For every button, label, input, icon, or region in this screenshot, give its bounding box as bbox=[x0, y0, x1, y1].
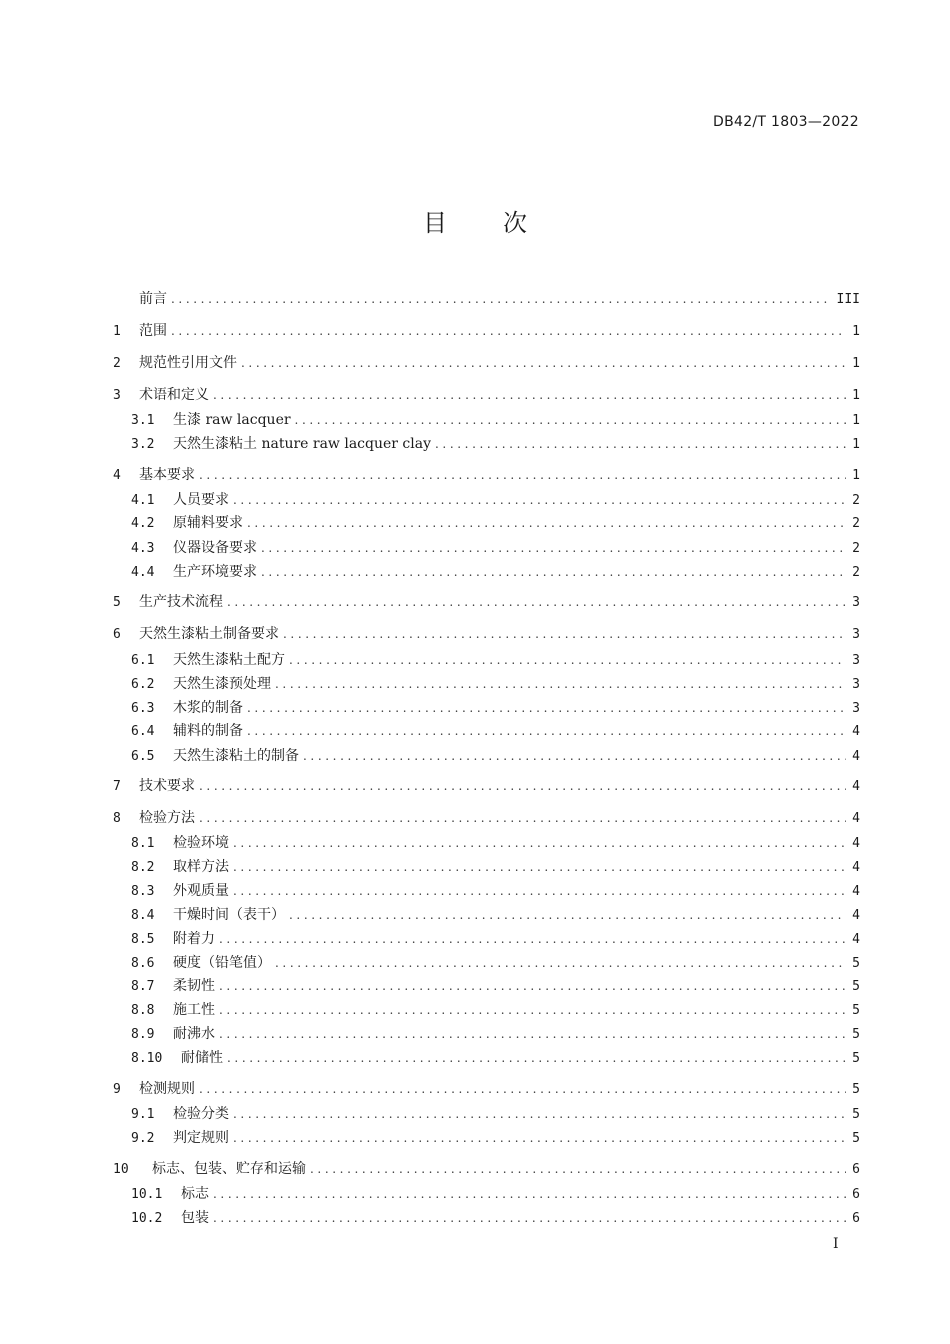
dot-leader bbox=[213, 1207, 846, 1229]
dot-leader bbox=[171, 320, 846, 342]
toc-entry[interactable] bbox=[113, 697, 860, 719]
toc-entry-page: 5 bbox=[852, 1107, 860, 1122]
dot-leader bbox=[283, 623, 846, 645]
toc-entry[interactable] bbox=[113, 433, 860, 455]
toc-entry-number: 8.8 bbox=[131, 1003, 155, 1018]
toc-entry[interactable] bbox=[113, 1207, 860, 1229]
toc-entry-number: 8.9 bbox=[131, 1027, 155, 1042]
dot-leader bbox=[295, 409, 847, 431]
dot-leader bbox=[247, 720, 846, 742]
toc-entry-label: 施工性 bbox=[173, 1002, 215, 1018]
dot-leader bbox=[213, 1183, 846, 1205]
toc-entry[interactable] bbox=[113, 807, 860, 829]
toc-entry-number: 8.4 bbox=[131, 908, 155, 923]
dot-leader bbox=[171, 288, 831, 310]
toc-entry-page: 1 bbox=[852, 437, 860, 452]
toc-entry[interactable] bbox=[113, 464, 860, 486]
dot-leader bbox=[233, 832, 846, 854]
dot-leader bbox=[227, 1047, 846, 1069]
toc-entry-number: 7 bbox=[113, 779, 121, 794]
toc-entry-label: 附着力 bbox=[173, 931, 215, 947]
toc-entry[interactable] bbox=[113, 320, 860, 342]
toc-entry-page: 5 bbox=[852, 1003, 860, 1018]
toc-entry-page: 1 bbox=[852, 324, 860, 339]
toc-entry-label: 检测规则 bbox=[139, 1081, 195, 1097]
toc-entry-number: 9.2 bbox=[131, 1131, 155, 1146]
toc-entry[interactable] bbox=[113, 775, 860, 797]
toc-entry-label: 标志、包装、贮存和运输 bbox=[152, 1161, 306, 1177]
toc-entry-label: 判定规则 bbox=[173, 1130, 229, 1146]
toc-entry-label: 耐储性 bbox=[181, 1050, 223, 1066]
dot-leader bbox=[227, 591, 846, 613]
toc-entry-page: 4 bbox=[852, 836, 860, 851]
toc-entry-label: 木浆的制备 bbox=[173, 700, 243, 716]
toc-entry[interactable] bbox=[113, 904, 860, 926]
toc-entry-number: 6.4 bbox=[131, 724, 155, 739]
dot-leader bbox=[213, 384, 846, 406]
toc-entry-number: 8.1 bbox=[131, 836, 155, 851]
toc-entry-label: 柔韧性 bbox=[173, 978, 215, 994]
dot-leader bbox=[199, 1078, 846, 1100]
toc-entry-number: 6 bbox=[113, 627, 121, 642]
dot-leader bbox=[233, 1127, 846, 1149]
toc-entry[interactable] bbox=[113, 512, 860, 534]
toc-entry[interactable] bbox=[113, 673, 860, 695]
dot-leader bbox=[289, 649, 846, 671]
footer-page-number: I bbox=[833, 1236, 839, 1252]
toc-entry[interactable] bbox=[113, 999, 860, 1021]
toc-entry[interactable] bbox=[113, 1103, 860, 1125]
toc-entry-label: 干燥时间（表干） bbox=[173, 907, 285, 923]
toc-title bbox=[0, 203, 950, 238]
toc-entry-page: 3 bbox=[852, 595, 860, 610]
toc-entry-number: 3.2 bbox=[131, 437, 155, 452]
dot-leader bbox=[247, 697, 846, 719]
toc-entry-page: 5 bbox=[852, 1082, 860, 1097]
toc-entry[interactable] bbox=[113, 489, 860, 511]
toc-entry-number: 8 bbox=[113, 811, 121, 826]
toc-entry-page: 4 bbox=[852, 811, 860, 826]
toc-entry[interactable] bbox=[113, 384, 860, 406]
toc-title-char-2: 次 bbox=[503, 209, 527, 237]
toc-entry-label: 辅料的制备 bbox=[173, 723, 243, 739]
dot-leader bbox=[435, 433, 846, 455]
toc-entry-number: 8.7 bbox=[131, 979, 155, 994]
toc-entry-label: 天然生漆粘土的制备 bbox=[173, 748, 299, 764]
toc-entry-label: 生产技术流程 bbox=[139, 594, 223, 610]
toc-entry-label: 包装 bbox=[181, 1210, 209, 1226]
toc-entry-number: 6.3 bbox=[131, 701, 155, 716]
toc-entry-number: 9.1 bbox=[131, 1107, 155, 1122]
dot-leader bbox=[247, 512, 846, 534]
toc-entry[interactable] bbox=[113, 623, 860, 645]
toc-entry-page: 2 bbox=[852, 516, 860, 531]
toc-entry-number: 6.5 bbox=[131, 749, 155, 764]
toc-entry-number: 10.2 bbox=[131, 1211, 163, 1226]
dot-leader bbox=[261, 561, 846, 583]
toc-entry-page: 4 bbox=[852, 860, 860, 875]
toc-entry-label: 规范性引用文件 bbox=[139, 355, 237, 371]
toc-entry-label: 检验方法 bbox=[139, 810, 195, 826]
toc-entry-number: 9 bbox=[113, 1082, 121, 1097]
toc-entry[interactable] bbox=[113, 352, 860, 374]
toc-entry-number: 1 bbox=[113, 324, 121, 339]
toc-entry[interactable] bbox=[113, 561, 860, 583]
toc-entry-number: 6.1 bbox=[131, 653, 155, 668]
toc-entry-page: 6 bbox=[852, 1162, 860, 1177]
toc-entry-label: 取样方法 bbox=[173, 859, 229, 875]
toc-entry-label: 硬度（铅笔值） bbox=[173, 955, 271, 971]
toc-entry[interactable] bbox=[113, 591, 860, 613]
dot-leader bbox=[219, 999, 846, 1021]
dot-leader bbox=[219, 1023, 846, 1045]
toc-entry-page: 1 bbox=[852, 388, 860, 403]
dot-leader bbox=[233, 856, 846, 878]
toc-entry-label: 天然生漆粘土配方 bbox=[173, 652, 285, 668]
toc-entry-page: 4 bbox=[852, 932, 860, 947]
toc-entry-number: 10.1 bbox=[131, 1187, 163, 1202]
toc-entry-page: 6 bbox=[852, 1187, 860, 1202]
toc-entry-number: 4.2 bbox=[131, 516, 155, 531]
toc-entry-label: 检验环境 bbox=[173, 835, 229, 851]
toc-entry-page: 3 bbox=[852, 653, 860, 668]
toc-entry-page: 5 bbox=[852, 1051, 860, 1066]
toc-entry-page: 3 bbox=[852, 701, 860, 716]
toc-entry-page: 4 bbox=[852, 724, 860, 739]
toc-entry-page: 5 bbox=[852, 956, 860, 971]
toc-entry-label: 天然生漆粘土制备要求 bbox=[139, 626, 279, 642]
dot-leader bbox=[233, 489, 846, 511]
toc-entry-page: 1 bbox=[852, 468, 860, 483]
toc-entry-number: 4.3 bbox=[131, 541, 155, 556]
dot-leader bbox=[310, 1158, 846, 1180]
toc-entry-page: 1 bbox=[852, 413, 860, 428]
toc-entry-label: 生漆 raw lacquer bbox=[173, 412, 291, 428]
toc-entry-label: 外观质量 bbox=[173, 883, 229, 899]
toc-entry[interactable] bbox=[113, 1047, 860, 1069]
toc-entry-label: 天然生漆预处理 bbox=[173, 676, 271, 692]
toc-entry[interactable] bbox=[113, 1078, 860, 1100]
toc-entry-number: 2 bbox=[113, 356, 121, 371]
toc-entry-label: 天然生漆粘土 nature raw lacquer clay bbox=[173, 436, 432, 452]
toc-entry-number: 3.1 bbox=[131, 413, 155, 428]
dot-leader bbox=[219, 928, 846, 950]
toc-entry[interactable] bbox=[113, 975, 860, 997]
toc-entry-label: 检验分类 bbox=[173, 1106, 229, 1122]
toc-entry[interactable] bbox=[113, 880, 860, 902]
toc-entry[interactable] bbox=[113, 832, 860, 854]
toc-entry-label: 耐沸水 bbox=[173, 1026, 215, 1042]
dot-leader bbox=[303, 745, 846, 767]
toc-entry-number: 8.5 bbox=[131, 932, 155, 947]
toc-entry-number: 8.6 bbox=[131, 956, 155, 971]
toc-entry-page: 5 bbox=[852, 979, 860, 994]
toc-entry-number: 5 bbox=[113, 595, 121, 610]
toc-entry[interactable] bbox=[113, 1127, 860, 1149]
toc-entry-number: 4 bbox=[113, 468, 121, 483]
toc-entry[interactable] bbox=[113, 288, 860, 310]
toc-entry-page: 5 bbox=[852, 1027, 860, 1042]
toc-entry-page: 3 bbox=[852, 677, 860, 692]
toc-entry-label: 范围 bbox=[139, 323, 167, 339]
toc-entry-number: 4.4 bbox=[131, 565, 155, 580]
toc-entry[interactable] bbox=[113, 409, 860, 431]
toc-entry[interactable] bbox=[113, 952, 860, 974]
toc-entry-number: 4.1 bbox=[131, 493, 155, 508]
dot-leader bbox=[233, 1103, 846, 1125]
toc-entry-label: 标志 bbox=[181, 1186, 209, 1202]
dot-leader bbox=[199, 807, 846, 829]
toc-entry[interactable] bbox=[113, 1023, 860, 1045]
dot-leader bbox=[275, 952, 846, 974]
dot-leader bbox=[199, 464, 846, 486]
toc-entry-number: 6.2 bbox=[131, 677, 155, 692]
toc-entry-label: 技术要求 bbox=[139, 778, 195, 794]
dot-leader bbox=[275, 673, 846, 695]
toc-entry[interactable] bbox=[113, 745, 860, 767]
toc-entry-label: 仪器设备要求 bbox=[173, 540, 257, 556]
dot-leader bbox=[233, 880, 846, 902]
toc-entry-label: 前言 bbox=[139, 291, 167, 307]
toc-entry-page: III bbox=[836, 292, 860, 307]
toc-entry-page: 1 bbox=[852, 356, 860, 371]
toc-entry-page: 6 bbox=[852, 1211, 860, 1226]
toc-entry-number: 8.10 bbox=[131, 1051, 163, 1066]
dot-leader bbox=[219, 975, 846, 997]
toc-entry-label: 基本要求 bbox=[139, 467, 195, 483]
toc-entry[interactable] bbox=[113, 928, 860, 950]
toc-entry[interactable] bbox=[113, 537, 860, 559]
toc-entry-page: 3 bbox=[852, 627, 860, 642]
toc-entry-number: 8.3 bbox=[131, 884, 155, 899]
toc-entry-page: 4 bbox=[852, 908, 860, 923]
toc-entry-number: 3 bbox=[113, 388, 121, 403]
dot-leader bbox=[199, 775, 846, 797]
toc-entry-label: 术语和定义 bbox=[139, 387, 209, 403]
toc-entry-page: 5 bbox=[852, 1131, 860, 1146]
toc-entry[interactable] bbox=[113, 1158, 860, 1180]
document-code: DB42/T 1803—2022 bbox=[713, 114, 859, 130]
toc-entry-page: 4 bbox=[852, 749, 860, 764]
dot-leader bbox=[289, 904, 846, 926]
toc-entry-page: 4 bbox=[852, 779, 860, 794]
toc-entry-label: 人员要求 bbox=[173, 492, 229, 508]
toc-entry[interactable] bbox=[113, 720, 860, 742]
toc-entry-label: 生产环境要求 bbox=[173, 564, 257, 580]
dot-leader bbox=[261, 537, 846, 559]
toc-entry-page: 2 bbox=[852, 541, 860, 556]
toc-entry-page: 2 bbox=[852, 565, 860, 580]
toc-entry-label: 原辅料要求 bbox=[173, 515, 243, 531]
toc-entry[interactable] bbox=[113, 1183, 860, 1205]
toc-entry[interactable] bbox=[113, 856, 860, 878]
toc-entry-number: 10 bbox=[113, 1162, 129, 1177]
dot-leader bbox=[241, 352, 846, 374]
toc-entry[interactable] bbox=[113, 649, 860, 671]
toc-title-char-1: 目 bbox=[423, 209, 447, 237]
toc-entry-page: 4 bbox=[852, 884, 860, 899]
toc-entry-page: 2 bbox=[852, 493, 860, 508]
toc-entry-number: 8.2 bbox=[131, 860, 155, 875]
